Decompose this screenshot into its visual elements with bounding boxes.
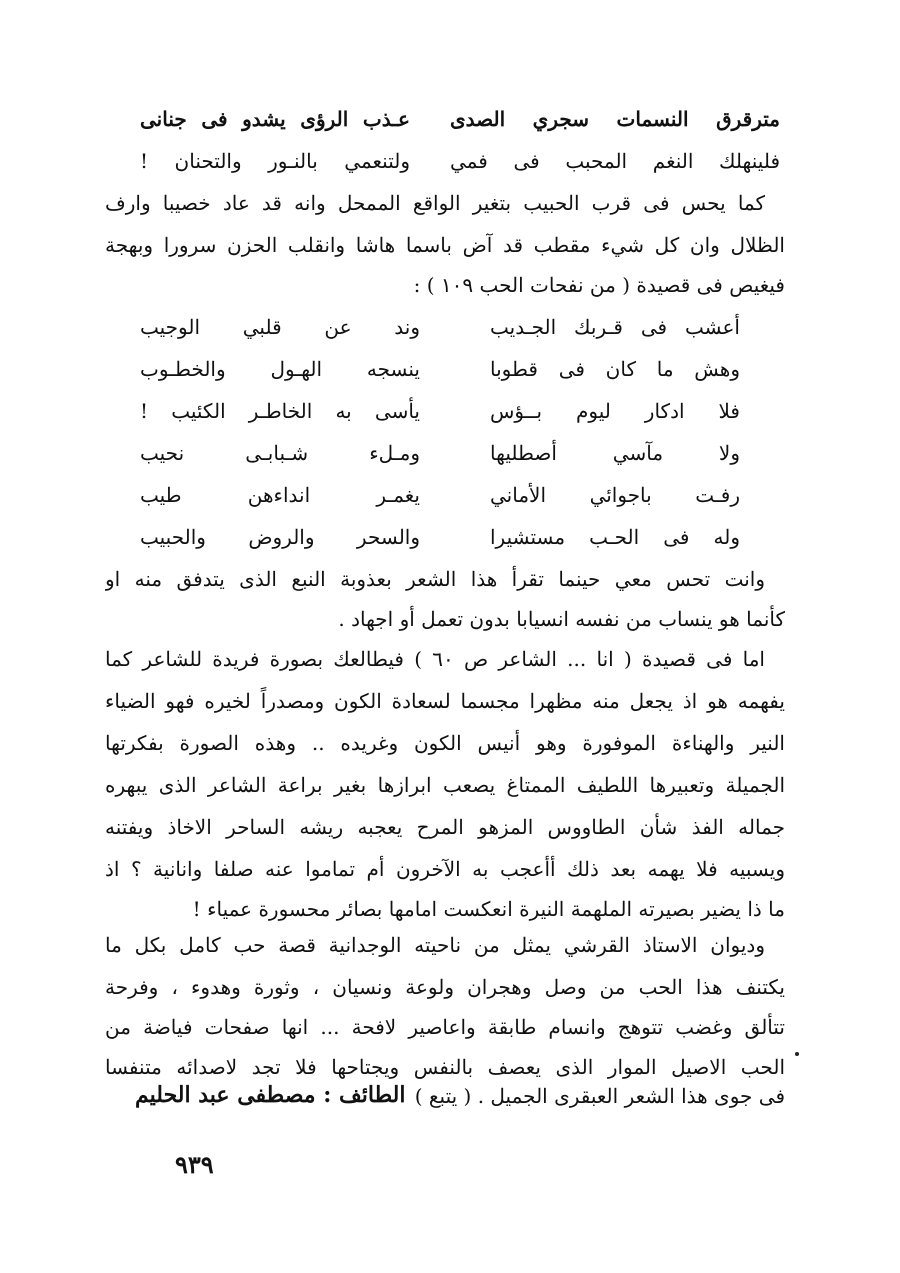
verse-hemistich-left: يأسى به الخاطـر الكئيب ! xyxy=(140,399,420,423)
verse-hemistich-right: رفـت باجوائي الأماني xyxy=(490,483,740,507)
paragraph-line: اما فى قصيدة ( انا ... الشاعر ص ٦٠ ) فيطالعك بصورة فريدة للشاعر كما xyxy=(105,647,765,671)
verse-hemistich-right: وله فى الحـب مستشيرا xyxy=(490,525,740,549)
verse-line xyxy=(140,438,740,470)
verse-hemistich-left: ومـلء شـبابـى نحيب xyxy=(140,441,420,465)
verse-line xyxy=(140,354,740,386)
verse-hemistich-right: مترقرق النسمات سجري الصدى xyxy=(450,107,780,131)
paragraph-line: فيغيص فى قصيدة ( من نفحات الحب ١٠٩ ) : xyxy=(413,273,785,297)
paragraph-line: النير والهناءة الموفورة وهو أنيس الكون وغريده .. وهذه الصورة بفكرتها xyxy=(105,731,785,755)
stray-mark xyxy=(795,1052,799,1056)
verse-line xyxy=(140,146,780,178)
verse-hemistich-left: وند عن قلبي الوجيب xyxy=(140,315,420,339)
verse-hemistich-left: يغمـر انداءهن طيب xyxy=(140,483,420,507)
verse-line xyxy=(140,480,740,512)
paragraph-line: كما يحس فى قرب الحبيب بتغير الواقع الممحل وانه قد عاد خصيبا وارف xyxy=(105,191,765,215)
paragraph-line: جماله الفذ شأن الطاووس المزهو المرح يعجبه ريشه الساحر الاخاذ ويفتنه xyxy=(105,815,785,839)
verse-hemistich-right: فلينهلك النغم المحبب فى فمي xyxy=(450,149,780,173)
paragraph-line: وديوان الاستاذ القرشي يمثل من ناحيته الوجدانية قصة حب كامل بكل ما xyxy=(105,933,765,957)
paragraph-line: يكتنف هذا الحب من وصل وهجران ولوعة ونسيان ، وثورة وهدوء ، وفرحة xyxy=(105,975,785,999)
paragraph-line: يفهمه هو اذ يجعل منه مظهرا مجسما لسعادة الكون ومصدراً لخيره فهو الضياء xyxy=(105,689,785,713)
paragraph-line: ما ذا يضير بصيرته الملهمة النيرة انعكست امامها بصائر محسورة عمياء ! xyxy=(192,897,785,921)
verse-hemistich-right: وهش ما كان فى قطوبا xyxy=(490,357,740,381)
verse-line xyxy=(140,312,740,344)
paragraph-line: الجميلة وتعبيرها اللطيف الممتاغ يصعب ابرازها بغير براعة الشاعر الذى يبهره xyxy=(105,773,785,797)
page-number: ٩٣٩ xyxy=(175,1150,214,1179)
paragraph-line: ويسبيه فلا يهمه بعد ذلك أأعجب به الآخرون أم تماموا عنه صلفا وانانية ؟ اذ xyxy=(105,857,785,881)
paragraph-line: تتألق وغضب تتوهج وانسام طابقة واعاصير لافحة ... انها صفحات فياضة من xyxy=(105,1015,785,1039)
author-signature: الطائف : مصطفى عبد الحليم xyxy=(135,1082,406,1108)
verse-hemistich-left: والسحر والروض والحبيب xyxy=(140,525,420,549)
verse-hemistich-right: أعشب فى قـربك الجـديب xyxy=(490,315,740,339)
paragraph-line: وانت تحس معي حينما تقرأ هذا الشعر بعذوبة النبع الذى يتدفق منه او xyxy=(105,567,765,591)
verse-hemistich-left: عـذب الرؤى يشدو فى جنانى xyxy=(140,107,410,131)
verse-line xyxy=(140,104,780,136)
verse-hemistich-right: فلا ادكار ليوم بــؤس xyxy=(490,399,740,423)
paragraph-line: الظلال وان كل شيء مقطب قد آض باسما هاشا وانقلب الحزن سرورا وبهجة xyxy=(105,233,785,257)
paragraph-line: الحب الاصيل الموار الذى يعصف بالنفس ويجتاحها فلا تجد لاصدائه متنفسا xyxy=(105,1055,785,1079)
verse-line xyxy=(140,396,740,428)
verse-line xyxy=(140,522,740,554)
closing-line: فى جوى هذا الشعر العبقرى الجميل . ( يتبع ) xyxy=(414,1084,785,1108)
paragraph-line: كأنما هو ينساب من نفسه انسيابا بدون تعمل أو اجهاد . xyxy=(338,607,785,631)
verse-hemistich-left: ولتنعمي بالنـور والتحنان ! xyxy=(140,149,410,173)
verse-hemistich-left: ينسجه الهـول والخطـوب xyxy=(140,357,420,381)
verse-hemistich-right: ولا مآسي أصطليها xyxy=(490,441,740,465)
